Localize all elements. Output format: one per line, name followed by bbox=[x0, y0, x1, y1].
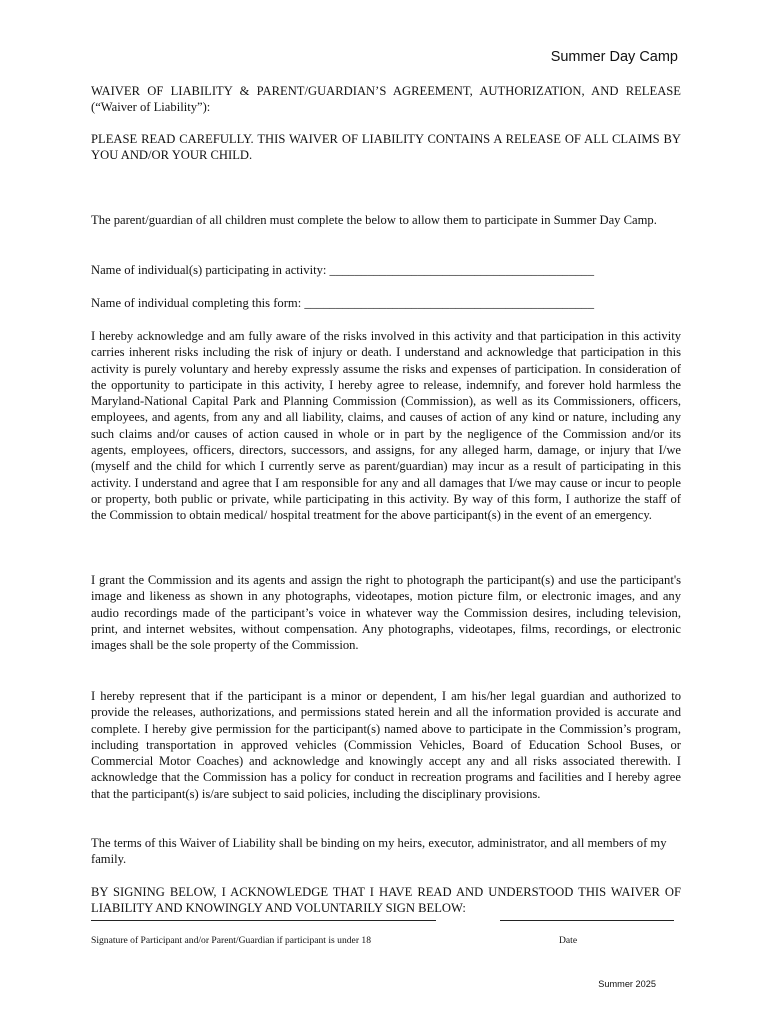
footer-revision: Summer 2025 bbox=[598, 979, 656, 989]
participants-label: Name of individual(s) participating in activity: bbox=[91, 263, 330, 277]
completer-field bbox=[91, 295, 691, 311]
completer-label: Name of individual completing this form: bbox=[91, 296, 305, 310]
date-line[interactable] bbox=[500, 920, 674, 921]
acknowledgement-paragraph: BY SIGNING BELOW, I ACKNOWLEDGE THAT I HAVE READ AND UNDERSTOOD THIS WAIVER OF LIABILITY AND KNOWINGLY AND VOLUNTARILY SIGN BELOW: bbox=[91, 885, 681, 916]
participants-blank[interactable]: __________________________________________ bbox=[329, 263, 594, 277]
risk-release-paragraph: I hereby acknowledge and am fully aware of the risks involved in this activity and that participation in this activity carries inherent risks including the risk of injury or death. I understand and acknowledge that participation in this activity is purely voluntary and hereby expressly assume the risks and expenses of participation. In consideration of the opportunity to participate in this activity, I hereby agree to release, indemnify, and forever hold harmless the Maryland-National Capital Park and Planning Commission (Commission), as well as its Commissioners, officers, employees, and agents, from any and all liability, claims, and causes of action of any kind or nature, including any such claims and/or causes of action caused in whole or in part by the negligence of the Commission and/or its agents, employees, officers, directors, successors, and assigns, for any alleged harm, damage, or injury that I/we (myself and the child for which I currently serve as parent/guardian) may incur as a result of participating in this activity. I understand and agree that I am responsible for any and all damages that I/we may cause or incur to people or property, both public or private, while participating in this activity. By way of this form, I authorize the staff of the Commission to obtain medical/ hospital treatment for the above participant(s) in the event of an emergency. bbox=[91, 329, 681, 523]
participants-field bbox=[91, 262, 691, 278]
binding-terms-paragraph: The terms of this Waiver of Liability shall be binding on my heirs, executor, administrator, and all members of my family. bbox=[91, 836, 667, 867]
photo-release-paragraph: I grant the Commission and its agents and assign the right to photograph the participant(s) and use the participant's image and likeness as shown in any photographs, videotapes, motion picture film, or electronic images, and any audio recordings made of the participant’s voice in whatever way the Commission desires, including television, print, and internet websites, without compensation. Any photographs, videotapes, films, recordings, or electronic images shall be the sole property of the Commission. bbox=[91, 573, 681, 653]
signature-label: Signature of Participant and/or Parent/Guardian if participant is under 18 bbox=[91, 935, 372, 946]
caution-notice: PLEASE READ CAREFULLY. THIS WAIVER OF LIABILITY CONTAINS A RELEASE OF ALL CLAIMS BY YOU AND/OR YOUR CHILD. bbox=[91, 132, 681, 163]
program-title: Summer Day Camp bbox=[550, 49, 678, 65]
completer-blank[interactable]: ______________________________________________ bbox=[304, 296, 595, 310]
intro-paragraph: The parent/guardian of all children must complete the below to allow them to participate in Summer Day Camp. bbox=[91, 213, 657, 227]
date-label: Date bbox=[559, 935, 578, 946]
guardian-representation-paragraph: I hereby represent that if the participant is a minor or dependent, I am his/her legal guardian and authorized to provide the releases, authorizations, and permissions stated herein and all the information provided is accurate and complete. I hereby give permission for the participant(s) named above to participate in the Commission’s program, including transportation in approved vehicles (Commission Vehicles, Board of Education School Buses, or Commercial Motor Coaches) and acknowledge and knowingly accept any and all risks associated therewith. I acknowledge that the Commission has a policy for conduct in recreation programs and facilities and I hereby agree that the participant(s) is/are subject to said policies, including the disciplinary provisions. bbox=[91, 689, 681, 801]
waiver-title: WAIVER OF LIABILITY & PARENT/GUARDIAN’S AGREEMENT, AUTHORIZATION, AND RELEASE (“Waiver of Liability”): bbox=[91, 84, 681, 115]
signature-line[interactable] bbox=[91, 920, 436, 921]
